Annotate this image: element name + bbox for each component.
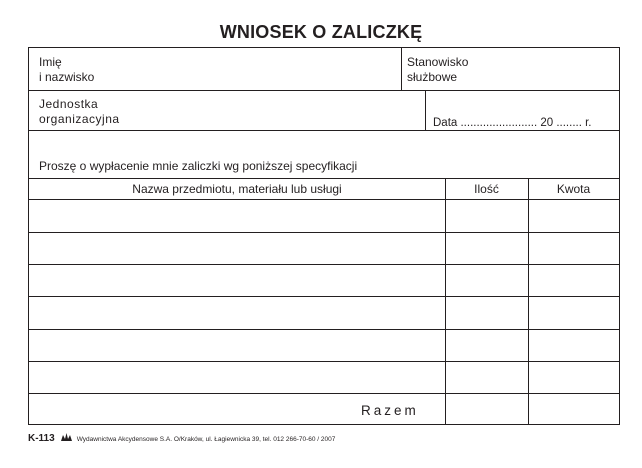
row-divider bbox=[29, 329, 619, 330]
row-divider bbox=[29, 178, 619, 179]
column-header-amount: Kwota bbox=[556, 182, 591, 196]
row-divider bbox=[29, 361, 619, 362]
footer bbox=[28, 433, 335, 444]
row-divider bbox=[29, 296, 619, 297]
column-header-quantity: Ilość bbox=[474, 182, 499, 196]
column-divider bbox=[528, 178, 529, 424]
row-divider bbox=[29, 264, 619, 265]
column-divider bbox=[445, 178, 446, 424]
unit-label: Jednostka organizacyjna bbox=[39, 97, 120, 126]
column-divider bbox=[425, 90, 426, 130]
position-label: Stanowisko służbowe bbox=[407, 55, 469, 84]
form-table bbox=[28, 47, 620, 425]
date-field: Data ........................ 20 ........ r. bbox=[433, 117, 592, 129]
row-divider bbox=[29, 90, 619, 91]
row-divider bbox=[29, 393, 619, 394]
request-text: Proszę o wypłacenie mnie zaliczki wg poniższej specyfikacji bbox=[39, 159, 358, 173]
column-header-item: Nazwa przedmiotu, materiału lub usługi bbox=[132, 182, 342, 196]
name-label: Imię i nazwisko bbox=[39, 55, 95, 84]
form-title: WNIOSEK O ZALICZKĘ bbox=[219, 22, 423, 42]
publisher-info: Wydawnictwa Akcydensowe S.A. O/Kraków, ul. Łagiewnicka 39, tel. 012 266-70-60 / 2007 bbox=[76, 436, 336, 443]
column-divider bbox=[401, 48, 402, 90]
publisher-logo-icon bbox=[61, 433, 72, 442]
total-label: Razem bbox=[361, 403, 419, 418]
form-code: K-113 bbox=[28, 433, 55, 444]
row-divider bbox=[29, 199, 619, 200]
row-divider bbox=[29, 232, 619, 233]
